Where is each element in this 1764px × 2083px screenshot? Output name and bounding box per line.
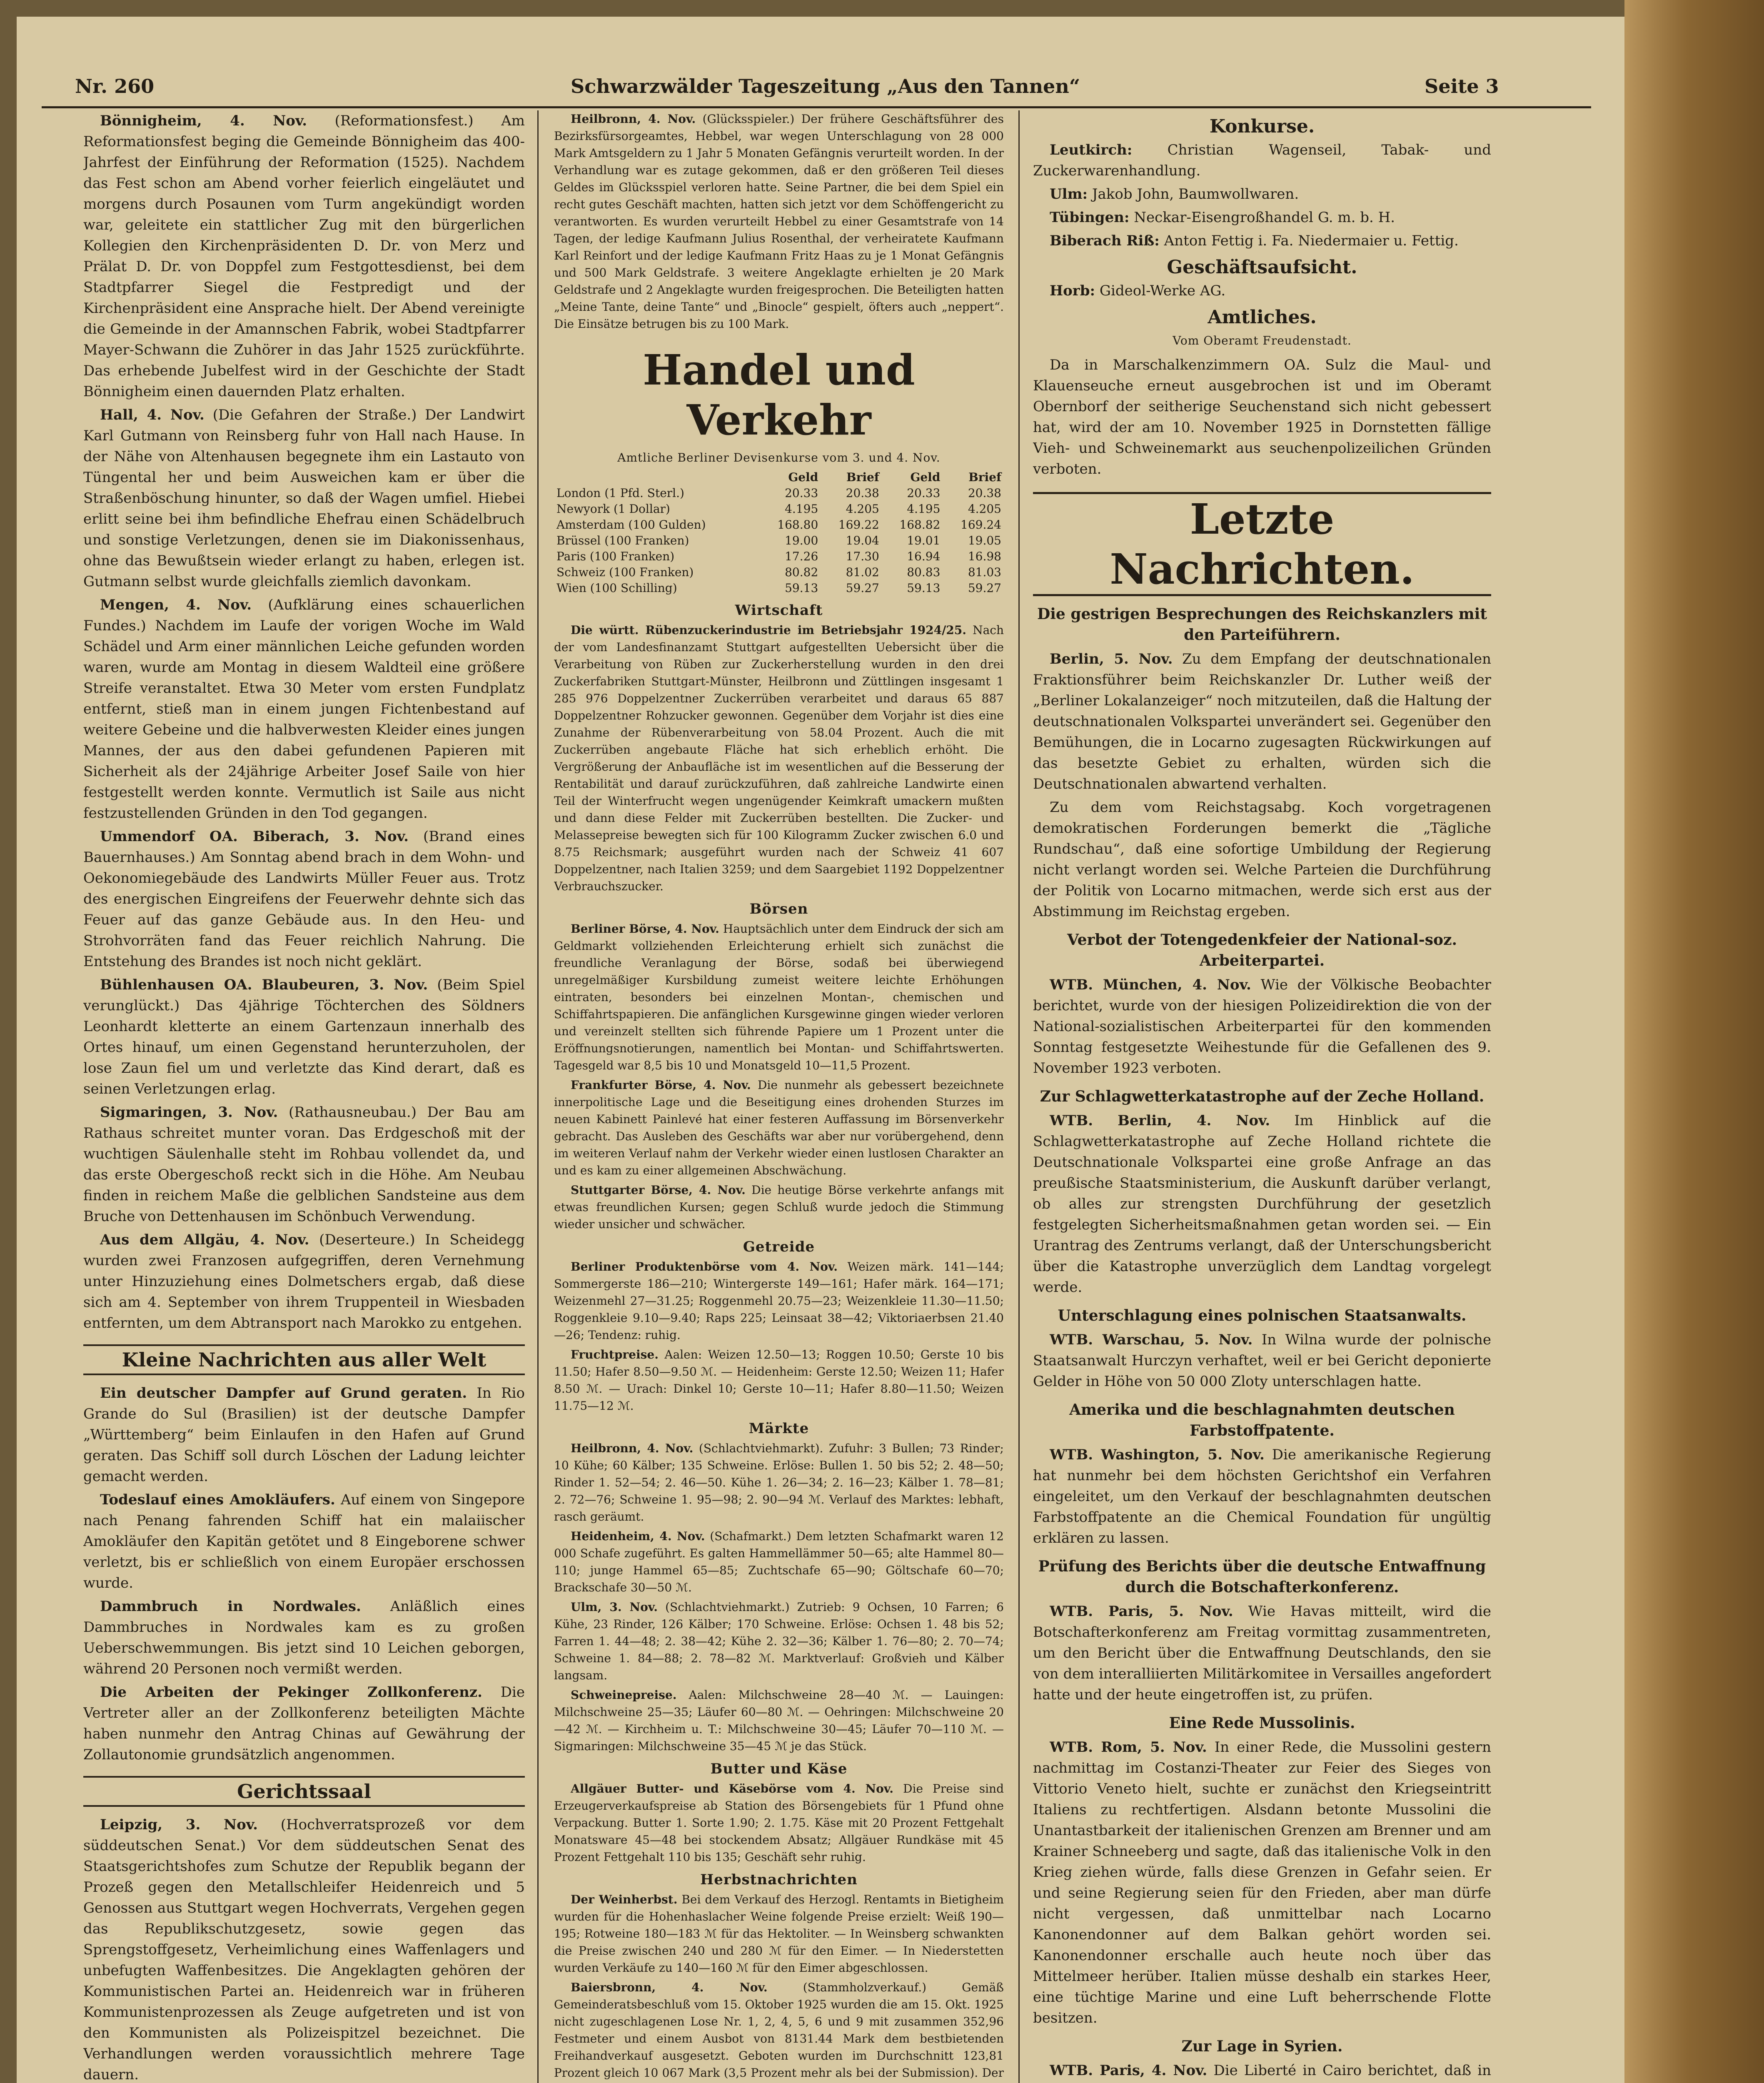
article-paragraph [554,1780,1004,1866]
article-text: Weizen märk. 141—144; Sommergerste 186—210; Wintergerste 149—161; Hafer märk. 164—171; Weizenmehl 27—31.25; Roggenmehl 20.75—23; Weizenkleie 11.30—11.50; Roggenkleie 9.10—9.40; Raps 225; Leinsaat 38—42; Viktoriaerbsen 21.40—26; Tendenz: ruhig. [554,1260,1004,1342]
article-paragraph [554,1346,1004,1414]
article-text: (Glücksspieler.) Der frühere Geschäftsführer des Bezirksfürsorgeamtes, Hebbel, war wegen Unterschlagung von 28 000 Mark Amtsgeldern zu 1 Jahr 5 Monaten Gefängnis verurteilt worden. In der Verhandlung war es zutage gekommen, daß er den größeren Teil dieses Geldes im Glücksspiel verloren hatte. Seine Partner, die bei dem Spiel ein recht gutes Geschäft machten, hatten sich jetzt vor dem Schöffengericht zu verantworten. Es wurden verurteilt Hebbel zu einer Gesamtstrafe von 14 Tagen, der ledige Kaufmann Julius Rosenthal, der verheiratete Kaufmann Karl Reinfort und der ledige Kaufmann Fritz Haas zu je 1 Monat Gefängnis und 500 Mark Geldstrafe. 3 weitere Angeklagte erhielten je 20 Mark Geldstrafe und 2 Angeklagte wurden freigesprochen. Die Beteiligten hatten „Meine Tante, deine Tante“ und „Binocle“ gespielt, öfters auch „neppert“. Die Einsätze betrugen bis zu 100 Mark. [554,112,1004,331]
header-rule [42,106,1591,108]
news-headline: Zur Lage in Syrien. [1181,2038,1343,2055]
article-text: (Reformationsfest.) Am Reformationsfest beging die Gemeinde Bönnigheim das 400-Jahrfest der Einführung der Reformation (1525). Nachdem das Fest schon am Abend vorher feierlich eingeläutet und morgens durch Posaunen vom Turm angekündigt worden war, geleitete ein stattlicher Zug mit den bürgerlichen Kollegien den Kirchenpräsidenten D. Dr. von Merz und Prälat D. Dr. von Doppfel zum Festgottesdienst, bei dem Stadtpfarrer Siegel die Festpredigt und der Kirchenpräsident eine Ansprache hielt. Der Abend vereinigte die Gemeinde in der Amannschen Fabrik, wobei Stadtpfarrer Mayer-Schwann die Zuhörer in das Jahr 1525 zurückführte. Das erhebende Jubelfest wird in der Geschichte der Stadt Bönnigheim einen dauernden Platz erhalten. [83,112,525,400]
article-lead: Allgäuer Butter- und Käsebörse vom 4. Nov. [571,1782,894,1796]
column-divider [537,110,539,2083]
fx-header-cell [554,470,760,485]
article-text: (Schafmarkt.) Dem letzten Schafmarkt waren 12 000 Schafe zugeführt. Es galten Hammellämmer 50—65; alte Hammel 80—110; junge Hammel 65—85; Zuchtschafe 65—90; Göltschafe 60—70; Brackschafe 30—50 ℳ. [554,1529,1004,1594]
fx-cell: London (1 Pfd. Sterl.) [556,486,684,500]
article-text: Nach der vom Landesfinanzamt Stuttgart aufgestellten Uebersicht über die Verarbeitung von Rüben zur Zuckerherstellung wurden in den drei Zuckerfabriken Stuttgart-Münster, Heilbronn und Züttlingen insgesamt 1 285 976 Doppelzentner Zuckerrüben verarbeitet und daraus 65 887 Doppelzentner Rohzucker gewonnen. Gegenüber dem Vorjahr ist dies eine Zunahme der Rübenverarbeitung von 58.04 Prozent. Auch die mit Zuckerrüben angebaute Fläche hat sich erheblich erhöht. Die Vergrößerung der Anbaufläche ist im wesentlichen auf die Besserung der Rentabilität und darauf zurückzuführen, daß zahlreiche Landwirte einen Teil der Winterfrucht wegen ungenügender Keimkraft umackern mußten und dann diese Felder mit Zuckerrüben bestellten. Die Zucker- und Melassepreise bewegten sich für 100 Kilogramm Zucker zwischen 6.0 und 8.75 Reichsmark; ausgeführt wurden nach der Schweiz 41 607 Doppelzentner, nach Italien 3259; und dem Saargebiet 1192 Doppelzentner Verbrauchszucker. [554,623,1004,893]
article-lead: Leutkirch: [1050,142,1133,158]
article-text: Die heutige Börse verkehrte anfangs mit etwas freundlichen Kursen; gegen Schluß wurde jedoch die Stimmung wieder unsicher und schwächer. [554,1183,1004,1231]
fx-cell: 20.33 [785,486,818,500]
article-paragraph [554,1440,1004,1525]
column-1 [83,110,525,2083]
article-paragraph [83,594,525,824]
article-lead: Die württ. Rübenzuckerindustrie im Betriebsjahr 1924/25. [571,623,967,637]
article-lead: Ulm: [1050,186,1088,202]
article-lead: WTB. Paris, 4. Nov. [1050,2062,1208,2079]
article-text: Die Liberté in Cairo berichtet, daß in [1213,2062,1491,2079]
article-text: Die nunmehr als gebessert bezeichnete innerpolitische Lage und die Beseitigung eines drohenden Sturzes im neuen Kabinett Painlevé hat einer festeren Auffassung im Börsenverkehr gebracht. Das Ausleben des Geschäfts war aber nur vorübergehend, denn im weiteren Verlauf nahm der Verkehr wieder einen lustlosen Charakter an und es kam zu einer allgemeinen Abschwächung. [554,1078,1004,1177]
article-text: Auf einem von Singepore nach Penang fahrenden Schiff hat ein malaiischer Amokläufer den Kapitän getötet und 8 Eingeborene schwer verletzt, bis er schließlich von einem Europäer erschossen wurde. [83,1491,525,1591]
article-paragraph [83,1682,525,1765]
news-headline: Verbot der Totengedenkfeier der National-soz. Arbeiterpartei. [1067,931,1457,969]
article-lead: Sigmaringen, 3. Nov. [100,1104,278,1121]
article-lead: WTB. Washington, 5. Nov. [1050,1446,1265,1463]
article-text: Aalen: Milchschweine 28—40 ℳ. — Lauingen: Milchschweine 25—35; Läufer 60—80 ℳ. — Oehringen: Milchschweine 20—42 ℳ. — Kirchheim u. T.: Milchschweine 30—45; Läufer 70—110 ℳ. — Sigmaringen: Milchschweine 35—45 ℳ je das Stück. [554,1688,1004,1753]
article-text: (Beim Spiel verunglückt.) Das 4jährige Töchterchen des Söldners Leonhardt kletterte an einem Gartenzaun innerhalb des Ortes hinauf, um einen Gegenstand herunterzuholen, der lose Zaun fiel um und verletzte das Kind derart, daß es seinen Verletzungen erlag. [83,977,525,1097]
article-text: Die Vertreter aller an der Zollkonferenz beteiligten Mächte haben nunmehr den Antrag Chinas auf Gewährung der Zollautonomie grundsätzlich angenommen. [83,1684,525,1763]
article-paragraph [1033,2060,1491,2083]
aufsicht-title: Geschäftsaufsicht. [1167,257,1357,278]
section-title: Märkte [749,1420,809,1437]
column-2 [554,110,1004,2083]
fx-cell: 81.03 [968,565,1001,579]
article-paragraph [554,110,1004,332]
article-paragraph [83,110,525,402]
news-headline: Eine Rede Mussolinis. [1169,1714,1355,1732]
article-lead: Bühlenhausen OA. Blaubeuren, 3. Nov. [100,977,428,993]
article-text: (Schlachtviehmarkt). Zufuhr: 3 Bullen; 73 Rinder; 10 Kühe; 60 Kälber; 135 Schweine. Erlöse: Bullen 1. 50 bis 52; 2. 48—50; Rinder 1. 52—54; 2. 46—50. Kühe 1. 26—34; 2. 16—23; Kälber 1. 78—81; 2. 72—76; Schweine 1. 95—98; 2. 90—94 ℳ. Verlauf des Marktes: lebhaft, rasch geräumt. [554,1441,1004,1524]
fx-cell: 168.82 [899,518,941,532]
article-paragraph [554,1686,1004,1755]
article-paragraph [1033,1601,1491,1705]
page-number: Nr. 260 [75,75,155,97]
article-paragraph [1033,1444,1491,1549]
article-paragraph [1033,649,1491,794]
fx-header-cell: Brief [968,470,1001,484]
article-paragraph [83,974,525,1099]
fx-cell: 20.38 [846,486,879,500]
section-title: Börsen [749,901,808,917]
article-text: Anton Fettig i. Fa. Niedermaier u. Fettig. [1164,232,1459,249]
article-lead: Berlin, 5. Nov. [1050,651,1173,667]
section-title: Herbstnachrichten [700,1871,858,1888]
fx-cell: 59.13 [785,581,818,595]
article-text: (Hochverratsprozeß vor dem süddeutschen Senat.) Vor dem süddeutschen Senat des Staatsgerichtshofes zum Schutze der Republik begann der Prozeß gegen den Metallschleifer Heidenreich und 5 Genossen aus Stuttgart wegen Hochverrats, Vergehen gegen das Republikschutzgesetz, sowie gegen das Sprengstoffgesetz, Verheimlichung eines Waffenlagers und unbefugten Waffenbesitzes. Die Angeklagten gehören der Kommunistischen Partei an. Heidenreich war in früheren Kommunistenprozessen als Zeuge aufgetreten und ist von den Kommunisten als Polizeispitzel bezeichnet. Die Verhandlungen werden voraussichtlich mehrere Tage dauern. [83,1816,525,2083]
article-lead: WTB. Berlin, 4. Nov. [1050,1112,1270,1129]
news-headline: Die gestrigen Besprechungen des Reichskanzlers mit den Parteiführern. [1037,605,1487,644]
article-text: (Rathausneubau.) Der Bau am Rathaus schreitet munter voran. Das Erdgeschoß mit der wuchtigen Säulenhalle steht im Rohbau vollendet da, und das erste Obergeschoß reckt sich in die Höhe. Am Neubau finden in reichem Maße die gelblichen Sandsteine aus dem Bruche von Dettenhausen im Schönbuch Verwendung. [83,1104,525,1225]
column-3 [1033,110,1491,2083]
fx-cell: Schweiz (100 Franken) [556,565,694,579]
article-paragraph [1033,1110,1491,1298]
section-title-gerichtssaal: Gerichtssaal [83,1776,525,1807]
article-lead: Heidenheim, 4. Nov. [571,1529,705,1543]
article-lead: Der Weinherbst. [571,1893,678,1906]
article-text: Zu dem Empfang der deutschnationalen Fraktionsführer beim Reichskanzler Dr. Luther weiß der „Berliner Lokalanzeiger“ noch mitzuteilen, daß die Haltung der deutschnationalen Volkspartei unverändert sei. Gegenüber den Bemühungen, die in Locarno zugesagten Rückwirkungen auf das besetzte Gebiet zu erhalten, würden sich die Deutschnationalen abwartend verhalten. [1033,651,1491,792]
news-headline: Amerika und die beschlagnahmten deutschen Farbstoffpatente. [1069,1401,1455,1439]
fx-cell: 169.22 [838,518,879,532]
fx-cell: 169.24 [961,518,1001,532]
news-headline: Zur Schlagwetterkatastrophe auf der Zeche Holland. [1040,1088,1485,1105]
article-lead: Mengen, 4. Nov. [100,597,252,613]
fx-row [554,549,1004,564]
article-paragraph [1033,797,1491,922]
fx-cell: 168.80 [777,518,818,532]
article-lead: Todeslauf eines Amokläufers. [100,1491,335,1508]
article-lead: Dammbruch in Nordwales. [100,1598,361,1615]
page-label: Seite 3 [1425,75,1499,97]
fx-cell: 4.195 [785,502,818,516]
section-title-letzte-nachrichten: Letzte Nachrichten. [1033,492,1491,596]
fx-cell: 59.13 [907,581,941,595]
konkurs-entry [1033,230,1491,251]
article-lead: Biberach Riß: [1050,232,1160,249]
konkurs-entry [1033,207,1491,228]
article-paragraph [1033,1329,1491,1392]
news-headline: Unterschlagung eines polnischen Staatsanwalts. [1058,1307,1467,1324]
amtliches-title: Amtliches. [1208,307,1317,328]
konkurse-title: Konkurse. [1209,116,1315,137]
amtliches-subtitle: Vom Oberamt Freudenstadt. [1173,334,1352,347]
fx-row [554,501,1004,517]
fx-cell: 16.98 [968,549,1001,563]
fx-table-title: Amtliche Berliner Devisenkurse vom 3. und 4. Nov. [617,451,941,465]
article-text: Jakob John, Baumwollwaren. [1092,186,1299,202]
article-lead: WTB. München, 4. Nov. [1050,977,1251,993]
article-text: Neckar-Eisengroßhandel G. m. b. H. [1134,209,1395,226]
article-lead: Bönnigheim, 4. Nov. [100,112,307,129]
fx-cell: 59.27 [846,581,879,595]
article-paragraph [554,1598,1004,1684]
aufsicht-entry [1033,280,1491,301]
fx-cell: 17.26 [785,549,818,563]
article-paragraph [1033,974,1491,1079]
article-paragraph [554,920,1004,1074]
fx-cell: 4.205 [968,502,1001,516]
article-text: (Aufklärung eines schauerlichen Fundes.) Nachdem im Laufe der vorigen Woche im Wald Schädel und Arm einer männlichen Leiche gefunden worden waren, wurde am Montag in diesem Waldteil eine größere Streife veranstaltet. Etwa 30 Meter vom ersten Fundplatz entfernt, stieß man in einem jungen Fichtenbestand auf weitere Gebeine und die halbverwesten Kleider eines jungen Mannes, der aus den dabei gefundenen Papieren mit Sicherheit als der 24jährige Arbeiter Josef Saile von hier festgestellt werden konnte. Vermutlich ist Saile aus nicht festzustellenden Gründen in den Tod gegangen. [83,597,525,822]
article-lead: Aus dem Allgäu, 4. Nov. [100,1231,309,1248]
article-paragraph [83,1489,525,1593]
article-paragraph [83,1596,525,1679]
news-headline: Prüfung des Berichts über die deutsche Entwaffnung durch die Botschafterkonferenz. [1038,1558,1486,1596]
article-lead: WTB. Rom, 5. Nov. [1050,1739,1207,1756]
article-text: In Rio Grande do Sul (Brasilien) ist der deutsche Dampfer „Württemberg“ beim Einlaufen in den Hafen auf Grund geraten. Das Schiff soll durch Löschen der Ladung leichter gemacht werden. [83,1385,525,1485]
article-text: (Schlachtviehmarkt.) Zutrieb: 9 Ochsen, 10 Farren; 6 Kühe, 23 Rinder, 126 Kälber; 170 Schweine. Erlöse: Ochsen 1. 48 bis 52; Farren 1. 44—48; 2. 38—42; Kühe 2. 32—36; Kälber 1. 76—80; 2. 70—74; Schweine 1. 84—88; 2. 78—82 ℳ. Marktverlauf: Großvieh und Kälber langsam. [554,1600,1004,1682]
article-text: Wie der Völkische Beobachter berichtet, wurde von der hiesigen Polizeidirektion die von der National-sozialistischen Arbeiterpartei für den kommenden Sonntag festgesetzte Weihestunde für die Gefallenen des 9. November 1923 verboten. [1033,977,1491,1076]
fx-header-row [554,470,1004,485]
article-lead: Ummendorf OA. Biberach, 3. Nov. [100,828,409,845]
fx-row [554,517,1004,533]
article-text: Gideol-Werke AG. [1099,282,1226,299]
fx-row [554,533,1004,549]
section-title-kleine-nachrichten: Kleine Nachrichten aus aller Welt [83,1344,525,1375]
fx-header-cell: Geld [788,470,818,484]
fx-cell: Wien (100 Schilling) [556,581,677,595]
fx-cell: 17.30 [846,549,879,563]
fx-cell: 20.33 [907,486,941,500]
masthead: Schwarzwälder Tageszeitung „Aus den Tannen“ [571,75,1080,97]
section-title: Butter und Käse [710,1761,848,1777]
article-paragraph [554,1891,1004,1976]
fx-cell: 19.04 [846,534,879,547]
article-text: Zu dem vom Reichstagsabg. Koch vorgetragenen demokratischen Forderungen bemerkt die „Tägliche Rundschau“, daß eine sofortige Umbildung der Regierung nicht verlangt worden sei. Welche Parteien die Durchführung der Politik von Locarno mitmachen, werde sich erst aus der Abstimmung im Reichstag ergeben. [1033,799,1491,920]
fx-header-cell: Geld [910,470,941,484]
article-paragraph [83,1814,525,2083]
book-binding [1624,0,1764,2083]
article-paragraph [83,1229,525,1334]
article-paragraph [83,405,525,592]
article-lead: Heilbronn, 4. Nov. [571,1441,694,1455]
article-text: Die Preise sind Erzeugerverkaufspreise ab Station des Börsengebiets für 1 Pfund ohne Verpackung. Butter 1. Sorte 1.90; 2. 1.75. Käse mit 20 Prozent Fettgehalt Monatsware 45—48 bei stockendem Absatz; Allgäuer Rundkäse mit 45 Prozent Fettgehalt 110 bis 135; Geschäft sehr ruhig. [554,1782,1004,1864]
article-text: (Deserteure.) In Scheidegg wurden zwei Franzosen aufgegriffen, deren Vernehmung unter Hinzuziehung eines Dolmetschers ergab, daß diese sich am 4. September von ihrem Truppenteil in Wiesbaden entfernten, um dem Abtransport nach Marokko zu entgehen. [83,1231,525,1331]
article-text: Aalen: Weizen 12.50—13; Roggen 10.50; Gerste 10 bis 11.50; Hafer 8.50—9.50 ℳ. — Heidenheim: Gerste 12.50; Weizen 11; Hafer 8.50 ℳ. — Urach: Dinkel 10; Gerste 10—11; Hafer 8.80—11.50; Weizen 11.75—12 ℳ. [554,1348,1004,1413]
fx-row [554,580,1004,596]
fx-cell: 80.83 [907,565,941,579]
article-text: Hauptsächlich unter dem Eindruck der sich am Geldmarkt vollziehenden Erleichterung erhielt sich zunächst die freundliche Veranlagung der Börse, sodaß bei überwiegend unregelmäßiger Kursbildung zumeist weitere leichte Erhöhungen eintraten, besonders bei einzelnen Montan-, chemischen und Schiffahrtspapieren. Die anfänglichen Kursgewinne gingen wieder verloren und vereinzelt stellten sich führende Papiere um 1 Prozent unter die Eröffnungsnotierungen, namentlich bei Montan- und Schiffahrtswerten. Tagesgeld war 8,5 bis 10 und Monatsgeld 10—11,5 Prozent. [554,922,1004,1072]
article-text: In Wilna wurde der polnische Staatsanwalt Hurczyn verhaftet, weil er bei Gericht deponierte Gelder in Höhe von 50 000 Zloty unterschlagen hatte. [1033,1331,1491,1390]
article-text: In einer Rede, die Mussolini gestern nachmittag im Costanzi-Theater zur Feier des Sieges von Vittorio Veneto hielt, suchte er zunächst den Kriegseintritt Italiens zu rechtfertigen. Alsdann betonte Mussolini die Unantastbarkeit der italienischen Grenzen am Brenner und am Krainer Schneeberg und sagte, daß das italienische Volk in den Krieg ziehen würde, falls diese Grenzen in Gefahr seien. Er und seine Regierung seien für den Frieden, aber man dürfe nicht vergessen, daß unmittelbar nach Locarno Kanonendonner auf dem Balkan gehört worden sei. Kanonendonner erschalle auch heute noch über das Mittelmeer herüber. Italien müsse deshalb ein starkes Heer, eine tüchtige Marine und eine Luft beherrschende Flotte besitzen. [1033,1739,1491,2026]
article-paragraph [554,1528,1004,1596]
fx-cell: 80.82 [785,565,818,579]
section-title: Wirtschaft [735,602,823,619]
article-lead: Frankfurter Börse, 4. Nov. [571,1078,751,1092]
article-lead: Schweinepreise. [571,1688,677,1702]
article-paragraph [554,1181,1004,1233]
fx-cell: 4.195 [907,502,941,516]
article-text: Im Hinblick auf die Schlagwetterkatastrophe auf Zeche Holland richtete die Deutschnationale Volkspartei eine große Anfrage an das preußische Staatsministerium, die Auskunft darüber verlangt, ob alles zur strengsten Durchführung der gesetzlich festgelegten Sicherheitsmaßnahmen getan worden sei. — Ein Urantrag des Zentrums verlangt, daß der Unterschungsbericht über die Katastrophe unverzüglich dem Landtag vorgelegt werde. [1033,1112,1491,1296]
article-text: (Brand eines Bauernhauses.) Am Sonntag abend brach in dem Wohn- und Oekonomiegebäude des Landwirts Müller Feuer aus. Trotz des energischen Eingreifens der Feuerwehr dehnte sich das Feuer auf das ganze Gebäude aus. In den Heu- und Strohvorräten fand das Feuer reichlich Nahrung. Die Entstehung des Brandes ist noch nicht geklärt. [83,828,525,970]
fx-row [554,485,1004,501]
article-text: Die amerikanische Regierung hat nunmehr bei dem höchsten Gerichtshof ein Verfahren eingeleitet, um den Verkauf der beschlagnahmten deutschen Farbstoffpatente an die Chemical Foundation für ungültig erklären zu lassen. [1033,1446,1491,1546]
article-lead: Fruchtpreise. [571,1348,659,1361]
article-lead: Die Arbeiten der Pekinger Zollkonferenz. [100,1684,482,1701]
article-lead: Stuttgarter Börse, 4. Nov. [571,1183,746,1197]
article-lead: Hall, 4. Nov. [100,407,205,423]
fx-cell: 20.38 [968,486,1001,500]
fx-header-cell: Brief [846,470,879,484]
article-lead: Leipzig, 3. Nov. [100,1816,258,1833]
konkurs-entry [1033,140,1491,181]
amtliches-text: Da in Marschalkenzimmern OA. Sulz die Maul- und Klauenseuche erneut ausgebrochen ist und im Oberamt Obernborf der seitherige Seuchenstand sich nicht gebessert hat, wird der am 10. November 1925 in Dornstetten fällige Vieh- und Schweinemarkt aus seuchenpolizeilichen Gründen verboten. [1033,357,1491,477]
fx-cell: 81.02 [846,565,879,579]
article-paragraph [554,1979,1004,2083]
fx-cell: 19.00 [785,534,818,547]
article-text: (Die Gefahren der Straße.) Der Landwirt Karl Gutmann von Reinsberg fuhr von Hall nach Hause. In der Nähe von Altenhausen begegnete ihm ein Lastauto von Tüngental her und beim Ausweichen kam er über die Straßenböschung hinunter, so daß der Wagen umfiel. Hiebei erlitt seine bei ihm befindliche Ehefrau einen Schädelbruch und sonstige Verletzungen, denen sie im Diakonissenhaus, ohne das Bewußtsein wieder erlangt zu haben, erlegen ist. Gutmann selbst wurde gleichfalls ziemlich davonkam. [83,407,525,590]
article-paragraph [83,826,525,972]
fx-cell: Brüssel (100 Franken) [556,534,689,547]
article-text: Wie Havas mitteilt, wird die Botschafterkonferenz am Freitag vormittag zusammentreten, um den Bericht über die Entwaffnung Deutschlands, den sie von dem interalliierten Militärkomitee in Versailles angefordert hatte und der heute eingetroffen ist, zu prüfen. [1033,1603,1491,1703]
article-text: Bei dem Verkauf des Herzogl. Rentamts in Bietigheim wurden für die Hohenhaslacher Weine folgende Preise erzielt: Weiß 190—195; Rotweine 180—183 ℳ für das Hektoliter. — In Weinsberg schwankten die Preise zwischen 240 und 280 ℳ für den Eimer. — In Niederstetten wurden Verkäufe zu 140—160 ℳ für den Eimer abgeschlossen. [554,1893,1004,1975]
section-title: Getreide [743,1239,815,1255]
article-text: Christian Wagenseil, Tabak- und Zuckerwarenhandlung. [1033,142,1491,179]
fx-cell: 4.205 [846,502,879,516]
fx-cell: 16.94 [907,549,941,563]
article-lead: Baiersbronn, 4. Nov. [571,1981,768,1994]
article-paragraph [554,622,1004,895]
article-text: Anläßlich eines Dammbruches in Nordwales kam es zu großen Ueberschwemmungen. Bis jetzt sind 10 Leichen geborgen, während 20 Personen noch vermißt werden. [83,1598,525,1677]
fx-cell: 59.27 [968,581,1001,595]
article-paragraph [554,1076,1004,1179]
section-title-handel: Handel und Verkehr [643,345,915,445]
newspaper-page [17,17,1624,2083]
article-lead: Heilbronn, 4. Nov. [571,112,696,126]
article-lead: Ein deutscher Dampfer auf Grund geraten. [100,1385,467,1401]
fx-cell: Newyork (1 Dollar) [556,502,670,516]
article-lead: Berliner Produktenbörse vom 4. Nov. [571,1260,838,1274]
article-lead: Tübingen: [1050,209,1130,226]
article-lead: Ulm, 3. Nov. [571,1600,658,1614]
fx-cell: 19.01 [907,534,941,547]
article-paragraph [554,1258,1004,1344]
article-lead: Berliner Börse, 4. Nov. [571,922,719,936]
fx-cell: Amsterdam (100 Gulden) [556,518,706,532]
article-paragraph [83,1383,525,1487]
fx-cell: Paris (100 Franken) [556,549,675,563]
fx-row [554,564,1004,580]
article-lead: Horb: [1050,282,1095,299]
article-lead: WTB. Warschau, 5. Nov. [1050,1331,1253,1348]
fx-table [554,470,1004,596]
column-divider [1018,110,1020,2083]
fx-cell: 19.05 [968,534,1001,547]
article-paragraph [1033,1737,1491,2028]
article-text: (Stammholzverkauf.) Gemäß Gemeinderatsbeschluß vom 15. Oktober 1925 wurden die am 15. Okt. 1925 nicht zugeschlagenen Lose Nr. 1, 2, 4, 5, 6 und 9 mit zusammen 352,96 Festmeter und einem Ausbot von 8131.44 Mark dem bestbietenden Freihandverkauf ausgesetzt. Geboten wurden im Durchschnitt 123,81 Prozent gleich 10 067 Mark (3,5 Prozent mehr als bei der Submission). Der [554,1981,1004,2080]
konkurs-entry [1033,184,1491,205]
article-lead: WTB. Paris, 5. Nov. [1050,1603,1233,1620]
article-paragraph [83,1102,525,1227]
